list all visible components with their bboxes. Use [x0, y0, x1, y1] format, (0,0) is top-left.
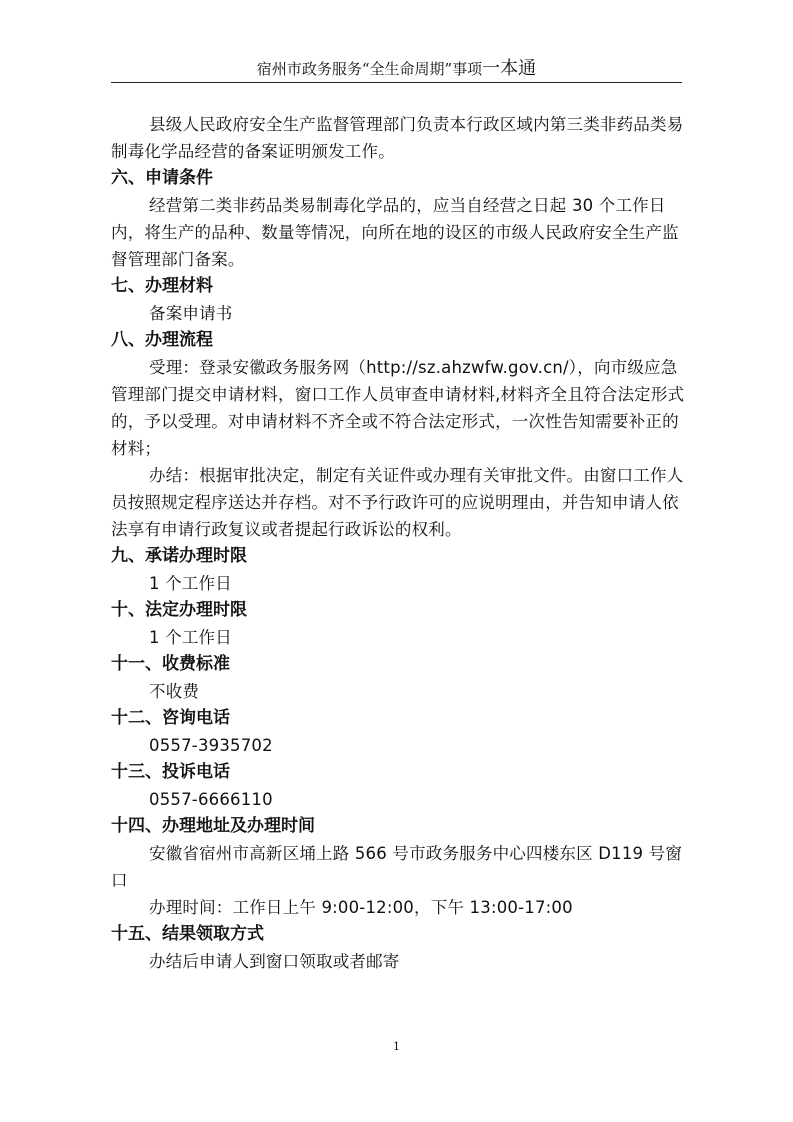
- section-text-9: 1 个工作日: [149, 574, 232, 593]
- section-text-10: 1 个工作日: [149, 628, 232, 647]
- consult-phone: 0557-3935702: [149, 736, 273, 755]
- section-heading-11: 十一、收费标准: [111, 654, 230, 674]
- document-body: [111, 111, 691, 975]
- section-heading-14: 十四、办理地址及办理时间: [111, 816, 315, 836]
- section-heading-10: 十、法定办理时限: [111, 600, 247, 620]
- section-heading-12: 十二、咨询电话: [111, 708, 230, 728]
- office-address: 安徽省宿州市高新区埇上路 566 号市政务服务中心四楼东区 D119 号窗口: [111, 844, 683, 890]
- header-title: 宿州市政务服务“全生命周期”事项: [256, 60, 483, 78]
- section-heading-6: 六、申请条件: [111, 168, 213, 188]
- complaint-phone: 0557-6666110: [149, 790, 273, 809]
- section-text-15: 办结后申请人到窗口领取或者邮寄: [149, 952, 400, 971]
- section-heading-13: 十三、投诉电话: [111, 762, 230, 782]
- section-text-11: 不收费: [149, 682, 200, 701]
- section-text-6: 经营第二类非药品类易制毒化学品的，应当自经营之日起 30 个工作日内，将生产的品种、数量等情况，向所在地的设区的市级人民政府安全生产监督管理部门备案。: [111, 196, 679, 269]
- section-heading-15: 十五、结果领取方式: [111, 924, 264, 944]
- office-hours: 办理时间：工作日上午 9:00-12:00，下午 13:00-17:00: [149, 898, 573, 917]
- section-heading-8: 八、办理流程: [111, 330, 213, 350]
- section-heading-9: 九、承诺办理时限: [111, 546, 247, 566]
- intro-paragraph: 县级人民政府安全生产监督管理部门负责本行政区域内第三类非药品类易制毒化学品经营的备案证明颁发工作。: [111, 115, 684, 161]
- section-text-8-accept: 受理：登录安徽政务服务网（http://sz.ahzwfw.gov.cn/），向市级应急管理部门提交申请材料，窗口工作人员审查申请材料,材料齐全且符合法定形式的，予以受理。对申请材料不齐全或不符合法定形式，一次性告知需要补正的材料；: [111, 358, 685, 458]
- section-heading-7: 七、办理材料: [111, 276, 213, 296]
- section-text-8-complete: 办结：根据审批决定，制定有关证件或办理有关审批文件。由窗口工作人员按照规定程序送达并存档。对不予行政许可的应说明理由，并告知申请人依法享有申请行政复议或者提起行政诉讼的权利。: [111, 466, 684, 539]
- header-title-tail: 一本通: [482, 58, 537, 79]
- page-number: 1: [393, 1040, 400, 1053]
- page-header: [111, 58, 682, 83]
- section-text-7: 备案申请书: [149, 304, 233, 323]
